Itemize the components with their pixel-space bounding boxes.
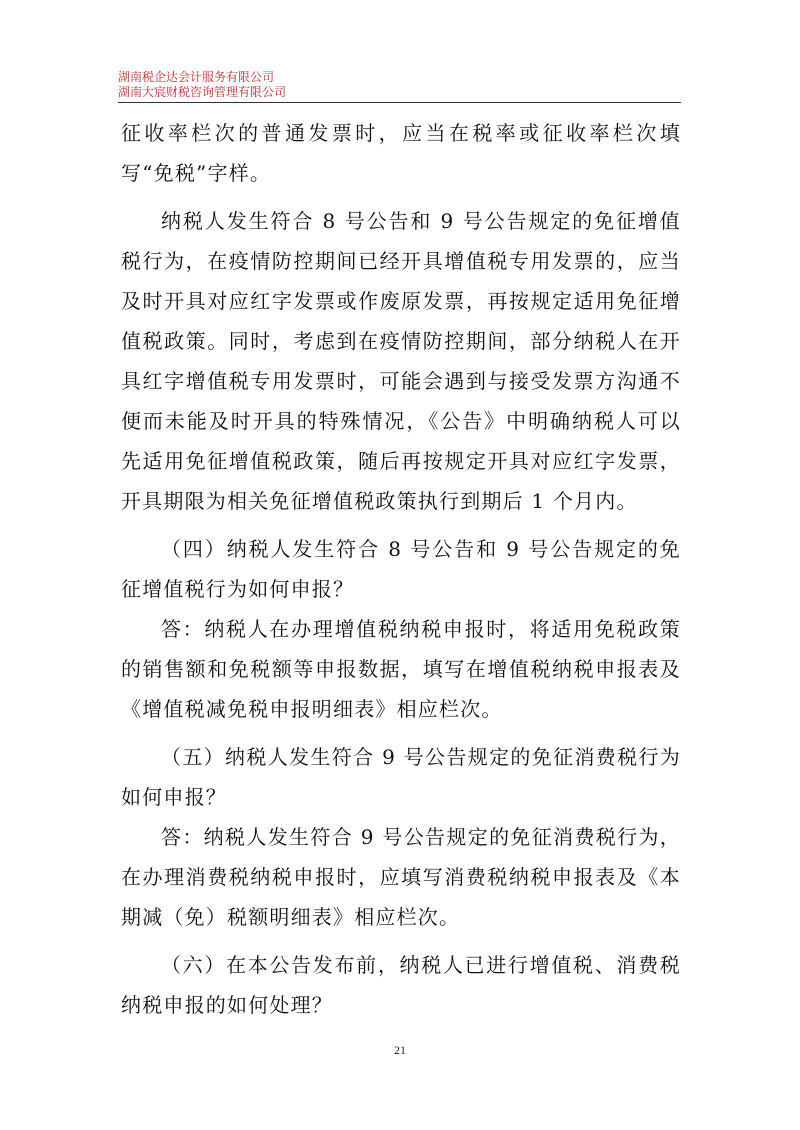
answer-5: 答：纳税人发生符合 9 号公告规定的免征消费税行为，在办理消费税纳税申报时，应填写消费税纳税申报表及《本期减（免）税额明细表》相应栏次。 bbox=[121, 825, 681, 929]
header-company-1: 湖南税企达会计服务有限公司 bbox=[118, 70, 275, 84]
question-4: （四）纳税人发生符合 8 号公告和 9 号公告规定的免征增值税行为如何申报？ bbox=[121, 537, 681, 601]
page-header bbox=[118, 70, 286, 100]
header-company-2: 湖南大宸财税咨询管理有限公司 bbox=[118, 85, 287, 99]
question-6: （六）在本公告发布前，纳税人已进行增值税、消费税纳税申报的如何处理？ bbox=[121, 953, 681, 1017]
page-number: 21 bbox=[394, 1043, 406, 1057]
question-5: （五）纳税人发生符合 9 号公告规定的免征消费税行为如何申报？ bbox=[121, 745, 681, 809]
paragraph-red-invoice: 纳税人发生符合 8 号公告和 9 号公告规定的免征增值税行为，在疫情防控期间已经开具增值税专用发票的，应当及时开具对应红字发票或作废原发票，再按规定适用免征增值税政策。同时，考虑到在疫情防控期间，部分纳税人在开具红字增值税专用发票时，可能会遇到与接受发票方沟通不便而未能及时开具的特殊情况，《公告》中明确纳税人可以先适用免征增值税政策，随后再按规定开具对应红字发票，开具期限为相关免征增值税政策执行到期后 1 个月内。 bbox=[121, 209, 681, 513]
answer-4: 答：纳税人在办理增值税纳税申报时，将适用免税政策的销售额和免税额等申报数据，填写在增值税纳税申报表及《增值税减免税申报明细表》相应栏次。 bbox=[121, 617, 681, 721]
document-body bbox=[121, 113, 681, 1025]
header-divider bbox=[118, 102, 681, 103]
paragraph-continuation: 征收率栏次的普通发票时，应当在税率或征收率栏次填写“免税”字样。 bbox=[121, 121, 681, 185]
